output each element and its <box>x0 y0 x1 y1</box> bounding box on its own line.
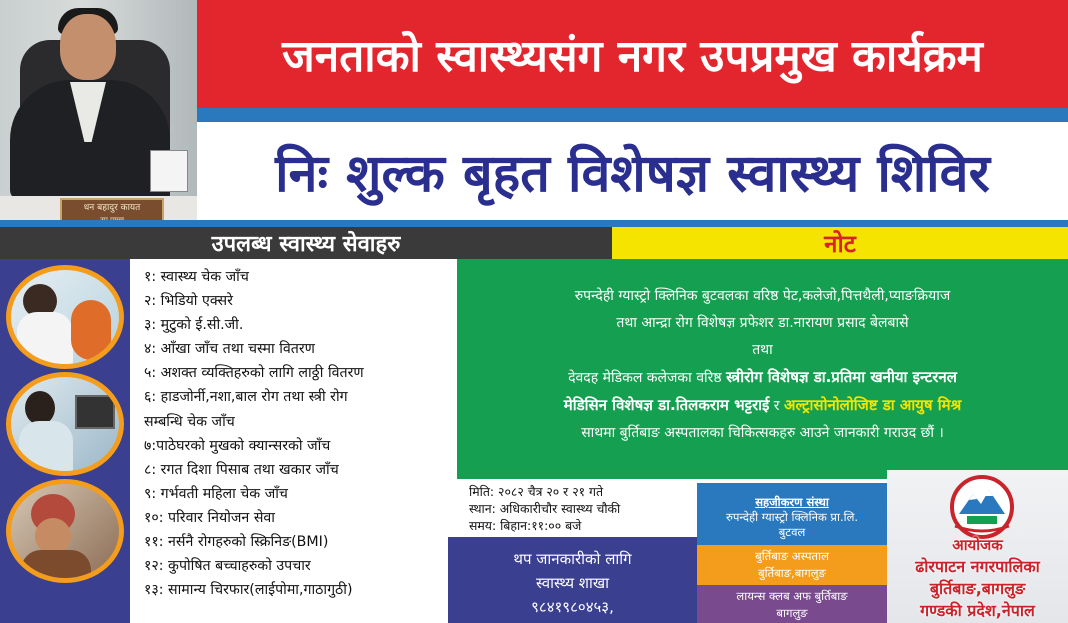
note-heading-text: नोट <box>824 229 856 258</box>
list-item: ५: अशक्त व्यक्तिहरुको लागि लाठ्ठी वितरण <box>144 365 364 382</box>
camp-title <box>197 122 1068 220</box>
event-time: समय: बिहान:११:०० बजे <box>469 518 582 533</box>
list-item: ७:पाठेघरको मुखको क्यान्सरको जाँच <box>144 437 331 454</box>
event-place: स्थान: अधिकारीचौर स्वास्थ्य चौकी <box>469 501 621 516</box>
service-images-panel <box>0 259 130 623</box>
contact-box <box>448 537 697 623</box>
medical-scan-image <box>6 372 124 476</box>
nepal-emblem-icon <box>947 474 1017 540</box>
event-date: मिति: २०८२ चैत्र २० र २१ गते <box>469 484 604 499</box>
note-panel <box>457 259 1068 479</box>
facilitator-org-2 <box>697 545 887 585</box>
camp-title-text: निः शुल्क बृहत विशेषज्ञ स्वास्थ्य शिविर <box>275 143 990 204</box>
list-item: १: स्वास्थ्य चेक जाँच <box>144 269 249 285</box>
organizer-name: ढोरपाटन नगरपालिका <box>915 557 1040 576</box>
organizer-place: बुर्तिबाङ,बागलुङ <box>929 579 1026 598</box>
note-line: तथा आन्द्रा रोग विशेषज्ञ प्रफेशर डा.नारायण प्रसाद बेलबासे <box>616 315 909 331</box>
facilitator-org-place: बुर्तिबाङ,बागलुङ <box>758 566 826 580</box>
facilitator-box <box>697 483 887 623</box>
facilitator-org-name: बुर्तिबाङ अस्पताल <box>755 549 829 563</box>
list-item: ६: हाडजोर्नी,नशा,बाल रोग तथा स्त्री रोग <box>144 389 348 406</box>
contact-phone: ९८४१९८०४५३, <box>531 598 614 616</box>
main-title <box>197 0 1068 108</box>
note-heading <box>612 227 1068 259</box>
list-item: २: भिडियो एक्सरे <box>144 293 233 310</box>
facilitator-heading: सहजीकरण संस्था <box>755 495 829 509</box>
note-line: तथा <box>752 342 773 358</box>
note-line <box>467 392 1058 420</box>
facilitator-org-name: लायन्स क्लब अफ बुर्तिबाङ <box>736 589 848 603</box>
note-line: रुपन्देही ग्यास्ट्रो क्लिनिक बुटवलका वरिष्ठ पेट,कलेजो,पित्तथैली,प्याङक्रियाज <box>574 288 951 304</box>
contact-line: थप जानकारीको लागि <box>513 550 632 568</box>
note-text: र <box>773 398 780 414</box>
child-checkup-image <box>6 479 124 583</box>
facilitator-org-3 <box>697 585 887 623</box>
main-title-text: जनताको स्वास्थ्यसंग नगर उपप्रमुख कार्यक्रम <box>282 31 983 82</box>
list-item: ८: रगत दिशा पिसाब तथा खकार जाँच <box>144 461 339 478</box>
list-item: सम्बन्धि चेक जाँच <box>144 413 235 430</box>
organizer-text <box>887 534 1068 622</box>
facilitator-org-1 <box>697 483 887 545</box>
list-item: १३: सामान्य चिरफार(लाईपोमा,गाठागुठी) <box>144 582 353 599</box>
services-list <box>130 259 452 623</box>
facilitator-org-name: रुपन्देही ग्यास्ट्रो क्लिनिक प्रा.लि. <box>725 510 859 524</box>
note-doctor-name: अल्ट्रासोनोलोजिष्ट डा आयुष मिश्र <box>783 396 962 414</box>
services-heading <box>0 227 612 259</box>
deputy-mayor-photo <box>0 0 205 232</box>
note-line: साथमा बुर्तिबाङ अस्पतालका चिकित्सकहरु आउने जानकारी गराउद छौं । <box>581 425 944 441</box>
event-info <box>457 479 697 537</box>
facilitator-org-place: बागलुङ <box>776 606 808 620</box>
services-heading-text: उपलब्ध स्वास्थ्य सेवाहरु <box>211 232 401 257</box>
list-item: ११: नर्सनै रोगहरुको स्क्रिनिङ(BMI) <box>144 534 329 551</box>
list-item: १२: कुपोषित बच्चाहरुको उपचार <box>144 558 311 575</box>
organizer-province: गण्डकी प्रदेश,नेपाल <box>920 601 1035 620</box>
organizer-label: आयोजक <box>952 536 1003 554</box>
note-doctor-name: स्त्रीरोग विशेषज्ञ डा.प्रतिमा खनीया इन्टरनल <box>726 368 957 386</box>
contact-line: स्वास्थ्य शाखा <box>535 574 610 592</box>
note-doctor-name: मेडिसिन विशेषज्ञ डा.तिलकराम भट्टराई <box>563 396 770 414</box>
facilitator-org-place: बुटवल <box>778 525 806 539</box>
note-line <box>467 364 1058 392</box>
doctor-child-image <box>6 265 124 369</box>
note-text: देवदह मेडिकल कलेजका वरिष्ठ <box>568 370 722 386</box>
list-item: ९: गर्भवती महिला चेक जाँच <box>144 485 288 502</box>
nameplate-name: धन बहादुर कायत <box>83 203 141 213</box>
organizer-box <box>887 470 1068 623</box>
divider-band <box>197 108 1068 122</box>
list-item: १०: परिवार नियोजन सेवा <box>144 509 275 526</box>
list-item: ३: मुटुको ई.सी.जी. <box>144 317 244 334</box>
list-item: ४: आँखा जाँच तथा चस्मा वितरण <box>144 341 315 358</box>
